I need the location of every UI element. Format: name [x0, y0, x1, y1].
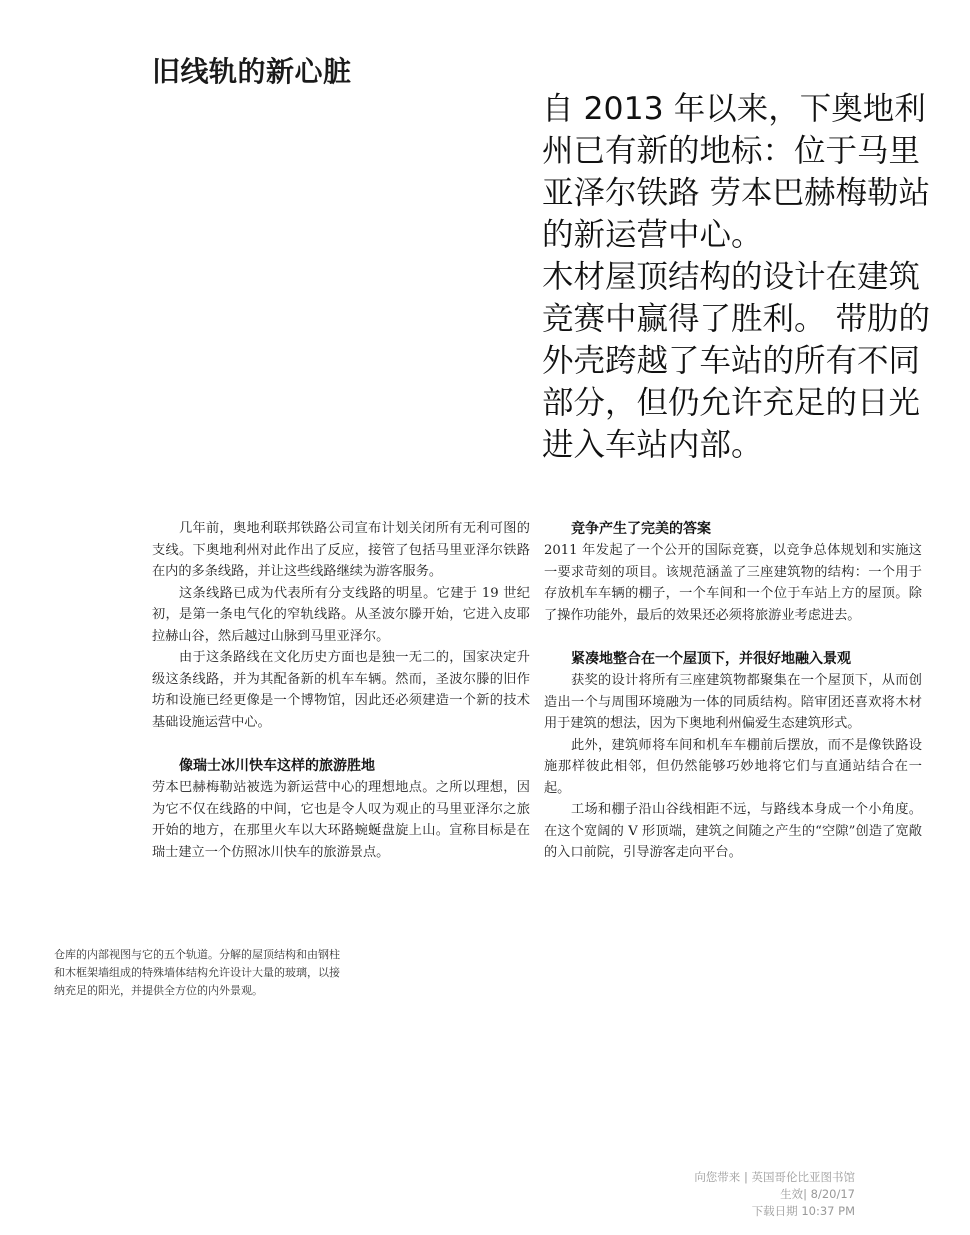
intro-paragraph-2: 木材屋顶结构的设计在建筑竞赛中赢得了胜利。 带肋的外壳跨越了车站的所有不同部分，但仍允许充足的日光进入车站内部。 — [542, 259, 931, 463]
body-paragraph: 劳本巴赫梅勒站被选为新运营中心的理想地点。之所以理想，因为它不仅在线路的中间，它也是令人叹为观止的马里亚泽尔之旅开始的地方，在那里火车以大环路蜿蜒盘旋上山。宣称目标是在瑞士建立一个仿照冰川快车的旅游景点。 — [152, 780, 530, 860]
footer-effective-date: 生效| 8/20/17 — [780, 1187, 855, 1201]
footer-provider: 向您带来 | 英国哥伦比亚图书馆 — [694, 1170, 855, 1184]
body-paragraph: 工场和棚子沿山谷线相距不远，与路线本身成一个小角度。在这个宽阔的 V 形顶端，建筑之间随之产生的“空隙”创造了宽敞的入口前院，引导游客走向平台。 — [544, 802, 922, 860]
body-paragraph: 获奖的设计将所有三座建筑物都聚集在一个屋顶下，从而创造出一个与周围环境融为一体的同质结构。陪审团还喜欢将木材用于建筑的想法，因为下奥地利州偏爱生态建筑形式。 — [544, 673, 922, 731]
body-paragraph: 由于这条路线在文化历史方面也是独一无二的，国家决定升级这条线路，并为其配备新的机车车辆。然而，圣波尔滕的旧作坊和设施已经更像是一个博物馆，因此还必须建造一个新的技术基础设施运营中心。 — [152, 650, 530, 730]
intro-paragraph-1: 自 2013 年以来，下奥地利州已有新的地标：位于马里亚泽尔铁路 劳本巴赫梅勒站的新运营中心。 — [542, 91, 931, 253]
body-paragraph: 几年前，奥地利联邦铁路公司宣布计划关闭所有无利可图的支线。下奥地利州对此作出了反应，接管了包括马里亚泽尔铁路在内的多条线路，并让这些线路继续为游客服务。 — [152, 521, 530, 579]
download-footer — [694, 1169, 855, 1220]
article-title: 旧线轨的新心脏 — [152, 55, 352, 88]
section-heading: 竞争产生了完美的答案 — [571, 521, 711, 537]
left-column — [152, 518, 530, 863]
body-paragraph: 2011 年发起了一个公开的国际竞赛，以竞争总体规划和实施这一要求苛刻的项目。该规范涵盖了三座建筑物的结构：一个用于存放机车车辆的棚子，一个车间和一个位于车站上方的屋顶。除了操作功能外，最后的效果还必须将旅游业考虑进去。 — [544, 543, 922, 623]
footer-download-date: 下载日期 10:37 PM — [751, 1204, 855, 1218]
body-paragraph: 此外，建筑师将车间和机车车棚前后摆放，而不是像铁路设施那样彼此相邻，但仍然能够巧妙地将它们与直通站结合在一起。 — [544, 737, 922, 796]
section-heading: 像瑞士冰川快车这样的旅游胜地 — [179, 758, 375, 774]
intro-lead — [542, 88, 947, 466]
image-caption: 仓库的内部视图与它的五个轨道。分解的屋顶结构和由钢柱和木框架墙组成的特殊墙体结构允许设计大量的玻璃，以接纳充足的阳光，并提供全方位的内外景观。 — [54, 948, 340, 997]
section-heading: 紧凑地整合在一个屋顶下，并很好地融入景观 — [571, 651, 851, 667]
body-paragraph: 这条线路已成为代表所有分支线路的明星。它建于 19 世纪初，是第一条电气化的窄轨线路。从圣波尔滕开始，它进入皮耶拉赫山谷，然后越过山脉到马里亚泽尔。 — [152, 585, 530, 644]
right-column — [544, 518, 922, 864]
